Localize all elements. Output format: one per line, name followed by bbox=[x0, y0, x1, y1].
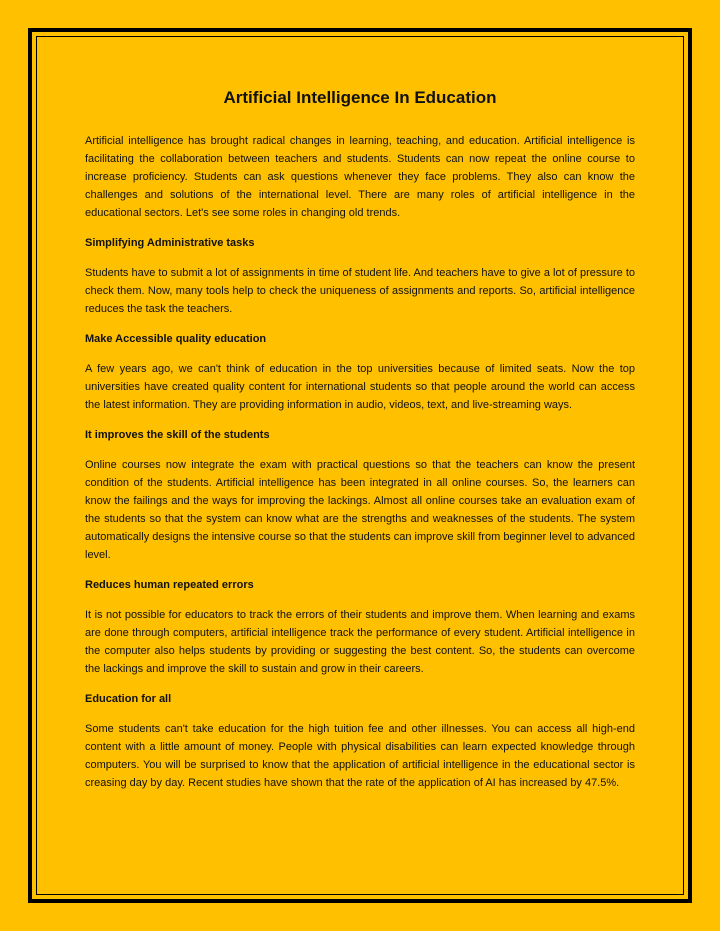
section-heading: Simplifying Administrative tasks bbox=[85, 237, 255, 249]
section-paragraph: It is not possible for educators to track the errors of their students and improve them. When learning and exams are done through computers, artificial intelligence track the performance of every student. Artificial intelligence in the computer also helps students by providing or suggesting the best content. So, the students can overcome the lackings and improve the skill to sustain and grow in their careers. bbox=[85, 609, 635, 675]
document-title: Artificial Intelligence In Education bbox=[223, 88, 497, 107]
section-simplifying-administrative-tasks bbox=[85, 234, 635, 318]
section-reduces-human-errors bbox=[85, 576, 635, 678]
document-body bbox=[85, 86, 635, 804]
section-paragraph: Some students can't take education for the high tuition fee and other illnesses. You can access all high-end content with a little amount of money. People with physical disabilities can learn expected knowledge through computers. You will be surprised to know that the application of artificial intelligence in the educational sector is creasing day by day. Recent studies have shown that the rate of the application of AI has increased by 47.5%. bbox=[85, 723, 635, 789]
section-paragraph: Online courses now integrate the exam with practical questions so that the teachers can know the present condition of the students. Artificial intelligence has been integrated in all online courses. So, the learners can know the failings and the ways for improving the lackings. Almost all online courses take an evaluation exam of the students so that the system can know what are the strengths and weaknesses of the students. The system automatically designs the intensive course so that the students can improve skill from beginner level to advanced level. bbox=[85, 459, 635, 561]
intro-paragraph: Artificial intelligence has brought radical changes in learning, teaching, and education. Artificial intelligence is facilitating the collaboration between teachers and students. Students can now repeat the online course to increase proficiency. Students can ask questions whenever they face problems. They also can know the challenges and solutions of the international level. There are many roles of artificial intelligence in the educational sectors. Let's see some roles in changing old trends. bbox=[85, 135, 635, 219]
section-paragraph: Students have to submit a lot of assignments in time of student life. And teachers have to give a lot of pressure to check them. Now, many tools help to check the uniqueness of assignments and reports. So, artificial intelligence reduces the task the teachers. bbox=[85, 267, 635, 315]
section-improves-skill bbox=[85, 426, 635, 564]
section-paragraph: A few years ago, we can't think of education in the top universities because of limited seats. Now the top universities have created quality content for international students so that people around the world can access the latest information. They are providing information in audio, videos, text, and live-streaming ways. bbox=[85, 363, 635, 411]
section-heading: Make Accessible quality education bbox=[85, 333, 267, 345]
section-heading: It improves the skill of the students bbox=[85, 429, 270, 441]
section-heading: Education for all bbox=[85, 693, 172, 705]
section-heading: Reduces human repeated errors bbox=[85, 579, 254, 591]
section-accessible-quality-education bbox=[85, 330, 635, 414]
section-education-for-all bbox=[85, 690, 635, 792]
